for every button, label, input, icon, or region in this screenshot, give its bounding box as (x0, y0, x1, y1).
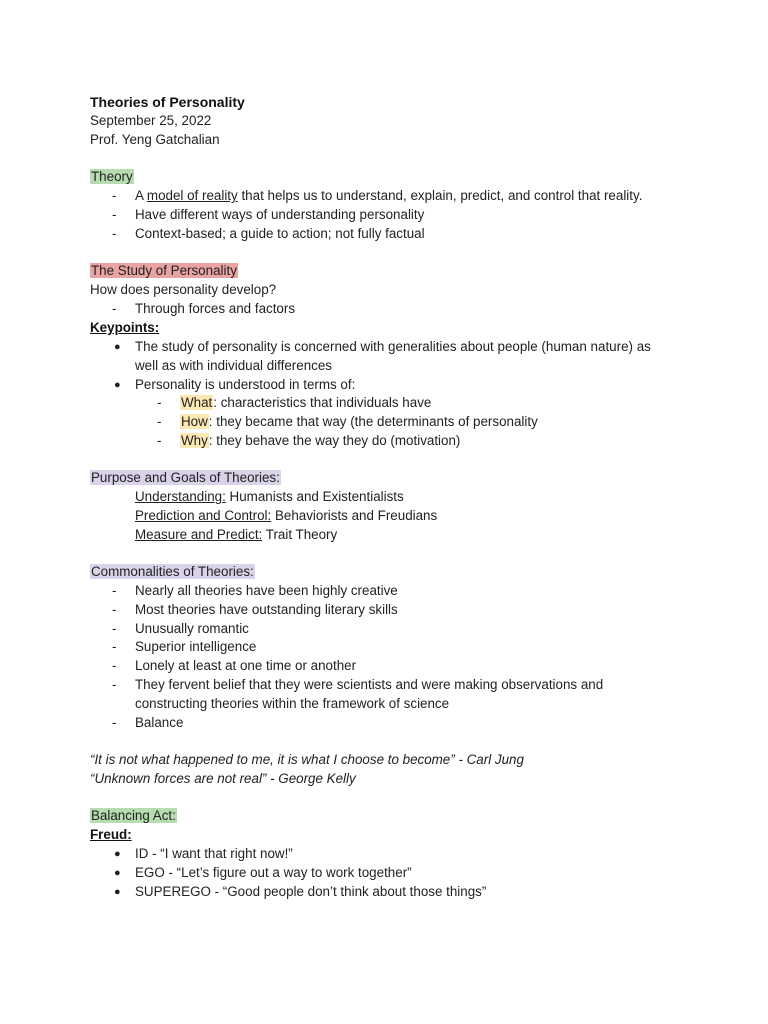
how-item (180, 413, 538, 432)
bullet-marker: ● (114, 379, 121, 391)
goal-2-label: Prediction and Control: (135, 508, 272, 523)
dash-marker: - (112, 621, 117, 636)
theory-heading-text: Theory (91, 169, 133, 184)
theory-item-3: Context-based; a guide to action; not fully factual (135, 226, 425, 241)
how-text: : they became that way (the determinants of personality (208, 414, 538, 429)
commonality-item: Unusually romantic (135, 621, 249, 636)
freud-item-id: ID - “I want that right now!” (135, 846, 293, 861)
keypoint-2: Personality is understood in terms of: (135, 377, 356, 392)
doc-title: Theories of Personality (90, 94, 245, 110)
goal-1 (135, 488, 404, 507)
balancing-heading-text: Balancing Act: (91, 808, 176, 823)
dash-marker: - (112, 583, 117, 598)
dash-marker: - (112, 715, 117, 730)
why-text: : they behave the way they do (motivation) (208, 433, 461, 448)
dash-marker: - (112, 301, 117, 316)
theory-item-1-pre: A (135, 188, 147, 203)
commonalities-heading (90, 563, 255, 582)
theory-item-2: Have different ways of understanding personality (135, 207, 425, 222)
goal-3-label: Measure and Predict: (135, 527, 263, 542)
bullet-marker: ● (114, 886, 121, 898)
how-label: How (181, 414, 208, 429)
goal-1-text: Humanists and Existentialists (225, 489, 404, 504)
keypoints-label: Keypoints: (90, 320, 160, 335)
goal-3-text: Trait Theory (262, 527, 338, 542)
quote-carl-jung: “It is not what happened to me, it is what I choose to become” - Carl Jung (90, 752, 524, 767)
dash-marker: - (112, 188, 117, 203)
purpose-heading-text: Purpose and Goals of Theories: (91, 470, 280, 485)
freud-label: Freud: (90, 827, 132, 842)
theory-item-1-post: that helps us to understand, explain, predict, and control that reality. (237, 188, 643, 203)
commonality-item: Balance (135, 715, 184, 730)
dash-marker: - (157, 433, 162, 448)
study-question: How does personality develop? (90, 282, 277, 297)
dash-marker: - (112, 658, 117, 673)
goal-3 (135, 526, 337, 545)
doc-date: September 25, 2022 (90, 113, 212, 128)
model-of-reality-text: model of reality (146, 188, 238, 203)
study-heading-text: The Study of Personality (91, 263, 237, 278)
commonality-item: Nearly all theories have been highly creative (135, 583, 398, 598)
theory-heading (90, 168, 134, 187)
dash-marker: - (112, 226, 117, 241)
dash-marker: - (157, 395, 162, 410)
commonality-item: Most theories have outstanding literary skills (135, 602, 398, 617)
commonalities-heading-text: Commonalities of Theories: (91, 564, 254, 579)
dash-marker: - (112, 602, 117, 617)
doc-professor: Prof. Yeng Gatchalian (90, 132, 220, 147)
bullet-marker: ● (114, 341, 121, 353)
why-label: Why (181, 433, 208, 448)
commonality-item-continued: constructing theories within the framework of science (135, 696, 450, 711)
what-item (180, 394, 431, 413)
what-text: : characteristics that individuals have (213, 395, 432, 410)
commonality-item: Superior intelligence (135, 639, 257, 654)
balancing-heading (90, 807, 177, 826)
freud-item-superego: SUPEREGO - “Good people don’t think about those things” (135, 884, 487, 899)
purpose-heading (90, 469, 281, 488)
commonality-item: They fervent belief that they were scientists and were making observations and (135, 677, 604, 692)
commonality-item: Lonely at least at one time or another (135, 658, 357, 673)
dash-marker: - (112, 677, 117, 692)
goal-2 (135, 507, 437, 526)
what-label: What (181, 395, 213, 410)
freud-item-ego: EGO - “Let’s figure out a way to work together” (135, 865, 412, 880)
bullet-marker: ● (114, 848, 121, 860)
keypoint-1-line-1: The study of personality is concerned with generalities about people (human nature) as (135, 339, 651, 354)
keypoint-1-line-2: well as with individual differences (135, 358, 332, 373)
study-answer: Through forces and factors (135, 301, 296, 316)
quote-george-kelly: “Unknown forces are not real” - George Kelly (90, 771, 356, 786)
dash-marker: - (112, 207, 117, 222)
study-heading (90, 262, 238, 281)
dash-marker: - (157, 414, 162, 429)
why-item (180, 432, 460, 451)
theory-item-1 (135, 187, 642, 206)
dash-marker: - (112, 639, 117, 654)
bullet-marker: ● (114, 867, 121, 879)
goal-2-text: Behaviorists and Freudians (271, 508, 438, 523)
goal-1-label: Understanding: (135, 489, 226, 504)
